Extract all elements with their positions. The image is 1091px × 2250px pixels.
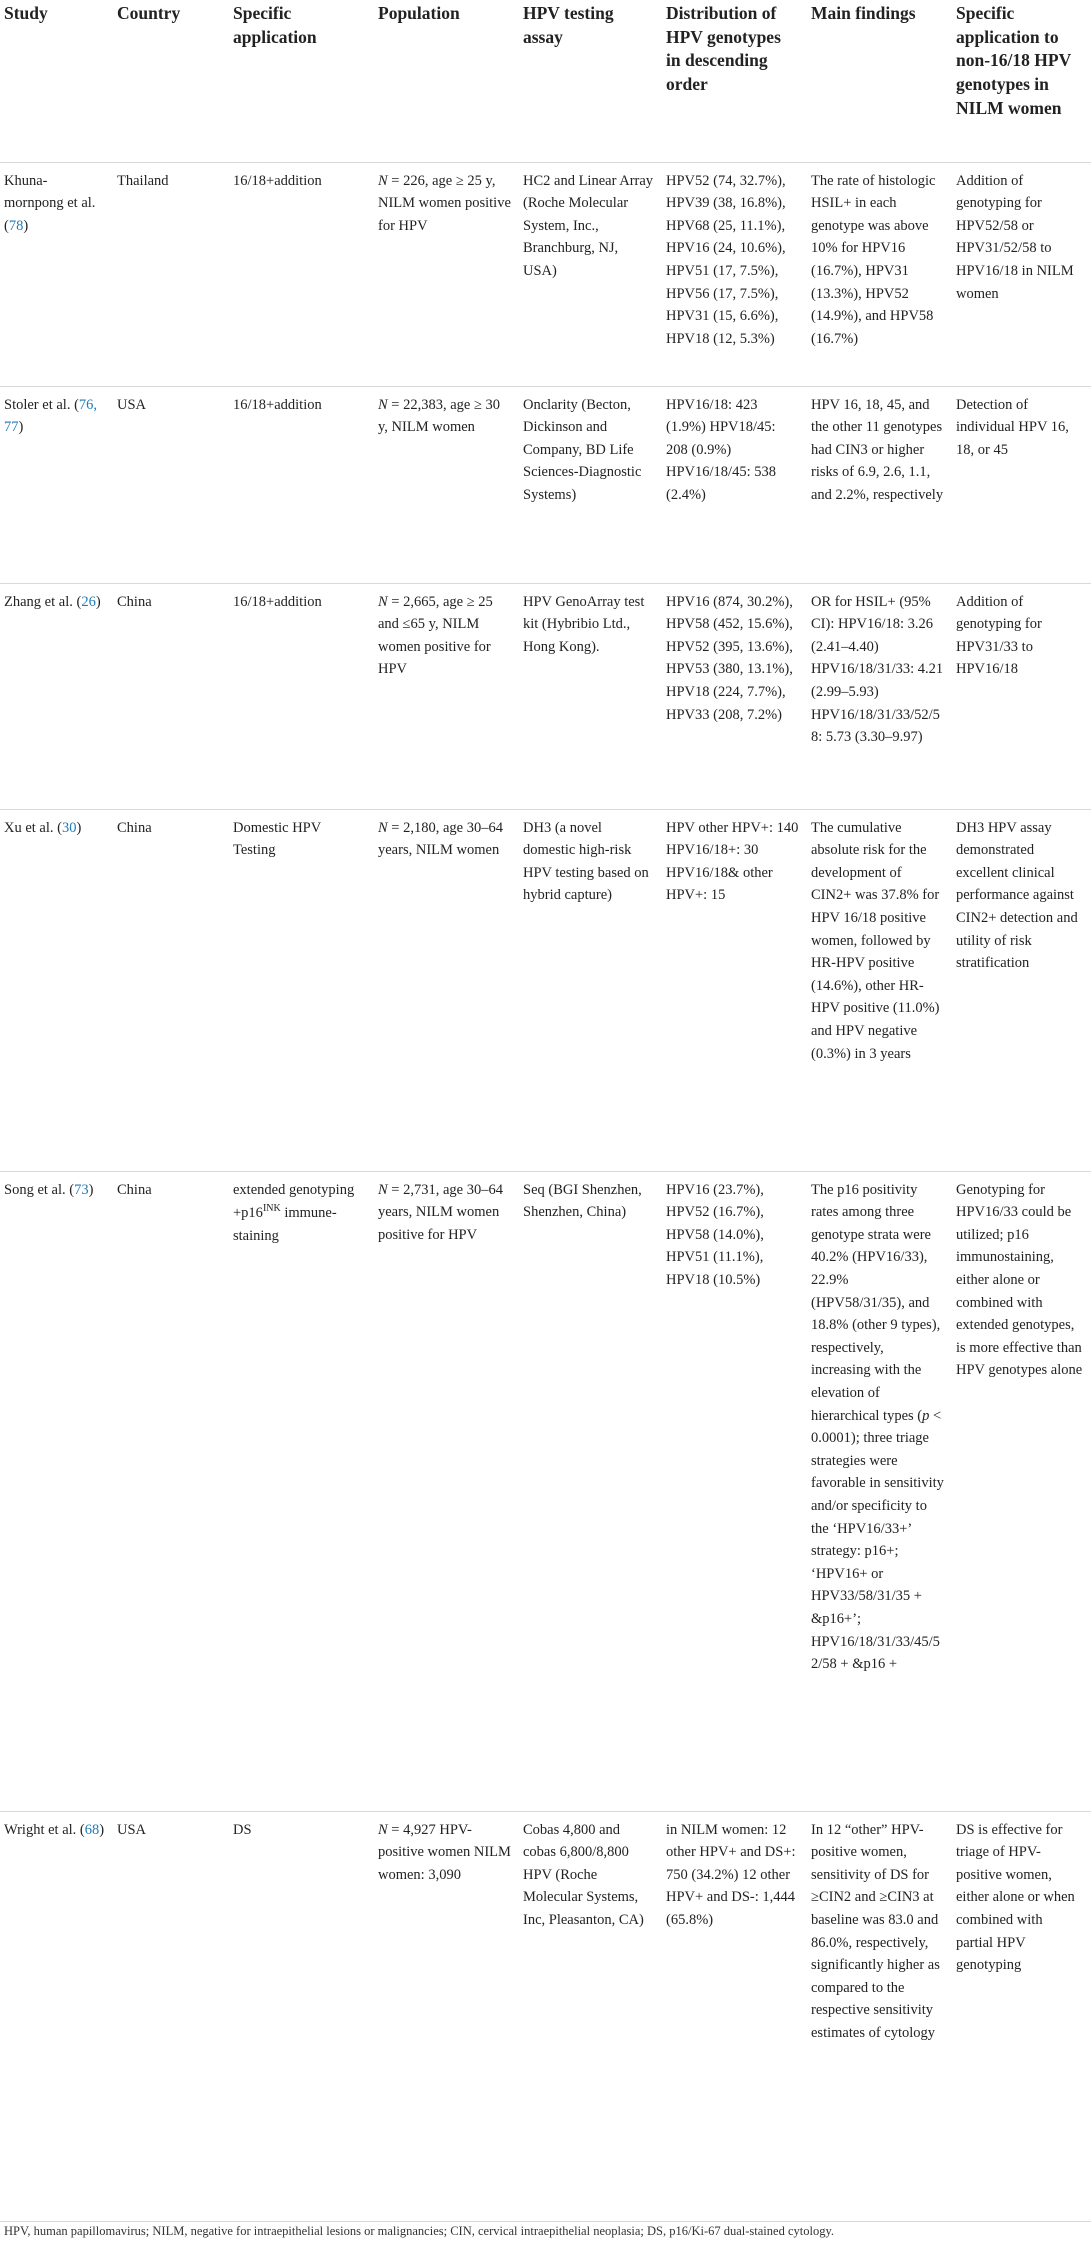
table-footnote: HPV, human papillomavirus; NILM, negative for intraepithelial lesions or malignancies; CIN, cervical intraepithelial neoplasia; DS, p16/Ki-67 dual-stained cytology.: [4, 2224, 835, 2238]
cell-distribution: in NILM women: 12 other HPV+ and DS+: 750 (34.2%) 12 other HPV+ and DS-: 1,444 (65.8%): [662, 1811, 807, 2221]
table-row: [0, 1811, 1091, 2221]
cell-population: [374, 1171, 519, 1811]
cell-study: [0, 1171, 113, 1811]
table-row: [0, 809, 1091, 1171]
reference-link[interactable]: 76, 77: [4, 396, 98, 436]
cell-non-16-18: Detection of individual HPV 16, 18, or 45: [952, 386, 1091, 583]
cell-country: USA: [113, 386, 229, 583]
n-symbol: N: [378, 593, 388, 610]
cell-country: China: [113, 1171, 229, 1811]
cell-findings: The cumulative absolute risk for the development of CIN2+ was 37.8% for HPV 16/18 positive women, followed by HR-HPV positive (14.6%), other HR-HPV positive (11.0%) and HPV negative (0.3%) in 3 years: [807, 809, 952, 1171]
table-row: [0, 162, 1091, 386]
cell-distribution: HPV other HPV+: 140 HPV16/18+: 30 HPV16/18& other HPV+: 15: [662, 809, 807, 1171]
cell-distribution: HPV16 (874, 30.2%), HPV58 (452, 15.6%), HPV52 (395, 13.6%), HPV53 (380, 13.1%), HPV18 (224, 7.7%), HPV33 (208, 7.2%): [662, 583, 807, 809]
cell-population: [374, 1811, 519, 2221]
n-symbol: N: [378, 1181, 388, 1198]
reference-link[interactable]: 68: [84, 1821, 100, 1838]
study-close: ): [23, 217, 29, 234]
study-author: Wright et al. (: [4, 1821, 85, 1838]
reference-link[interactable]: 73: [74, 1181, 89, 1198]
cell-distribution: HPV16 (23.7%), HPV52 (16.7%), HPV58 (14.0%), HPV51 (11.1%), HPV18 (10.5%): [662, 1171, 807, 1811]
n-symbol: N: [378, 172, 388, 189]
cell-findings: [807, 1171, 952, 1811]
header-hpv-testing-assay: HPV testing assay: [519, 0, 662, 162]
cell-application: 16/18+addition: [229, 162, 374, 386]
study-close: ): [18, 419, 24, 436]
population-text: = 22,383, age ≥ 30 y, NILM women: [378, 396, 501, 436]
cell-assay: HPV GenoArray test kit (Hybribio Ltd., Hong Kong).: [519, 583, 662, 809]
cell-assay: Seq (BGI Shenzhen, Shenzhen, China): [519, 1171, 662, 1811]
cell-findings: OR for HSIL+ (95% CI): HPV16/18: 3.26 (2.41–4.40) HPV16/18/31/33: 4.21 (2.99–5.93) HPV16/18/31/33/52/58: 5.73 (3.30–9.97): [807, 583, 952, 809]
header-specific-application: Specific application: [229, 0, 374, 162]
cell-population: [374, 162, 519, 386]
cell-country: China: [113, 583, 229, 809]
study-author: Stoler et al. (: [4, 396, 79, 413]
study-close: ): [95, 593, 101, 610]
table-row: [0, 1171, 1091, 1811]
population-text: = 2,180, age 30–64 years, NILM women: [378, 819, 503, 859]
cell-application: 16/18+addition: [229, 386, 374, 583]
n-symbol: N: [378, 1821, 388, 1838]
cell-country: Thailand: [113, 162, 229, 386]
p-symbol: p: [922, 1407, 930, 1424]
cell-country: China: [113, 809, 229, 1171]
header-non-16-18-application: Specific application to non-16/18 HPV genotypes in NILM women: [952, 0, 1091, 162]
header-main-findings: Main findings: [807, 0, 952, 162]
study-close: ): [76, 819, 82, 836]
study-author: Khuna-mornpong et al. (: [4, 172, 96, 234]
population-text: = 226, age ≥ 25 y, NILM women positive for HPV: [378, 172, 511, 234]
findings-text: The p16 positivity rates among three genotype strata were 40.2% (HPV16/33), 22.9% (HPV58/31/35), and 18.8% (other 9 types), respectively, increasing with the elevation of hierarchical types (: [811, 1181, 941, 1424]
table-header: [0, 0, 1091, 162]
table-body: [0, 162, 1091, 2221]
header-genotype-distribution: Distribution of HPV genotypes in descending order: [662, 0, 807, 162]
study-close: ): [99, 1821, 105, 1838]
cell-non-16-18: DH3 HPV assay demonstrated excellent clinical performance against CIN2+ detection and utility of risk stratification: [952, 809, 1091, 1171]
study-close: ): [88, 1181, 94, 1198]
cell-study: [0, 809, 113, 1171]
cell-application: [229, 1171, 374, 1811]
reference-link[interactable]: 30: [61, 819, 77, 836]
reference-link[interactable]: 26: [81, 593, 96, 610]
population-text: = 2,665, age ≥ 25 and ≤65 y, NILM women positive for HPV: [378, 593, 493, 678]
header-row: [0, 0, 1091, 162]
cell-findings: In 12 “other” HPV-positive women, sensitivity of DS for ≥CIN2 and ≥CIN3 at baseline was 83.0 and 86.0%, respectively, significantly higher as compared to the respective sensitivity estimates of cytology: [807, 1811, 952, 2221]
cell-assay: Cobas 4,800 and cobas 6,800/8,800 HPV (Roche Molecular Systems, Inc, Pleasanton, CA): [519, 1811, 662, 2221]
cell-population: [374, 809, 519, 1171]
n-symbol: N: [378, 396, 388, 413]
cell-application: 16/18+addition: [229, 583, 374, 809]
cell-country: USA: [113, 1811, 229, 2221]
cell-non-16-18: DS is effective for triage of HPV-positive women, either alone or when combined with partial HPV genotyping: [952, 1811, 1091, 2221]
study-author: Song et al. (: [4, 1181, 75, 1198]
superscript-ink: INK: [262, 1203, 281, 1215]
cell-assay: HC2 and Linear Array (Roche Molecular System, Inc., Branchburg, NJ, USA): [519, 162, 662, 386]
header-study: Study: [0, 0, 113, 162]
application-text-end: immune-staining: [233, 1204, 337, 1244]
population-text: = 4,927 HPV-positive women NILM women: 3,090: [378, 1821, 511, 1883]
findings-text-end: < 0.0001); three triage strategies were favorable in sensitivity and/or specificity to the ‘HPV16/33+’ strategy: p16+; ‘HPV16+ or HPV33/58/31/35 + &p16+’; HPV16/18/31/33/45/52/58 + &p16 +: [811, 1407, 944, 1673]
cell-application: DS: [229, 1811, 374, 2221]
reference-link[interactable]: 78: [8, 217, 24, 234]
cell-distribution: HPV16/18: 423 (1.9%) HPV18/45: 208 (0.9%) HPV16/18/45: 538 (2.4%): [662, 386, 807, 583]
application-text: extended genotyping +p16: [233, 1181, 355, 1221]
cell-application: Domestic HPV Testing: [229, 809, 374, 1171]
header-population: Population: [374, 0, 519, 162]
study-author: Xu et al. (: [4, 819, 62, 836]
cell-study: [0, 386, 113, 583]
cell-non-16-18: Addition of genotyping for HPV31/33 to HPV16/18: [952, 583, 1091, 809]
cell-population: [374, 583, 519, 809]
cell-non-16-18: Addition of genotyping for HPV52/58 or HPV31/52/58 to HPV16/18 in NILM women: [952, 162, 1091, 386]
cell-study: [0, 162, 113, 386]
header-country: Country: [113, 0, 229, 162]
cell-findings: HPV 16, 18, 45, and the other 11 genotypes had CIN3 or higher risks of 6.9, 2.6, 1.1, and 2.2%, respectively: [807, 386, 952, 583]
cell-study: [0, 583, 113, 809]
table-row: [0, 583, 1091, 809]
cell-non-16-18: Genotyping for HPV16/33 could be utilized; p16 immunostaining, either alone or combined with extended genotypes, is more effective than HPV genotypes alone: [952, 1171, 1091, 1811]
cell-distribution: HPV52 (74, 32.7%), HPV39 (38, 16.8%), HPV68 (25, 11.1%), HPV16 (24, 10.6%), HPV51 (17, 7.5%), HPV56 (17, 7.5%), HPV31 (15, 6.6%), HPV18 (12, 5.3%): [662, 162, 807, 386]
cell-findings: The rate of histologic HSIL+ in each genotype was above 10% for HPV16 (16.7%), HPV31 (13.3%), HPV52 (14.9%), and HPV58 (16.7%): [807, 162, 952, 386]
population-text: = 2,731, age 30–64 years, NILM women positive for HPV: [378, 1181, 503, 1243]
cell-study: [0, 1811, 113, 2221]
table-row: [0, 386, 1091, 583]
cell-population: [374, 386, 519, 583]
study-author: Zhang et al. (: [4, 593, 82, 610]
n-symbol: N: [378, 819, 388, 836]
cell-assay: DH3 (a novel domestic high-risk HPV testing based on hybrid capture): [519, 809, 662, 1171]
cell-assay: Onclarity (Becton, Dickinson and Company, BD Life Sciences-Diagnostic Systems): [519, 386, 662, 583]
